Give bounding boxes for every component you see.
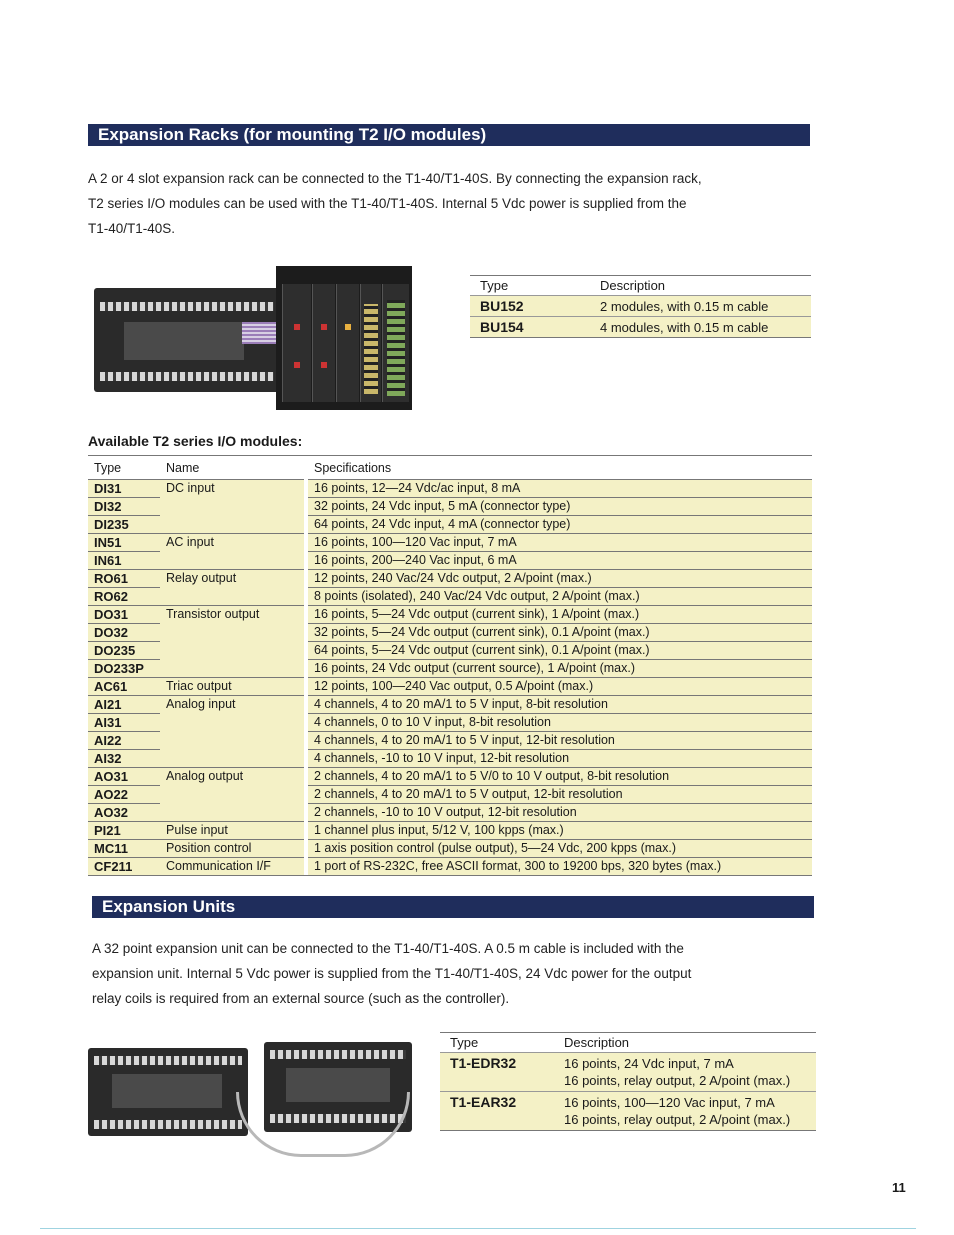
type-cell: PI21	[88, 822, 160, 840]
table-row	[88, 678, 812, 696]
type-cell: MC11	[88, 840, 160, 858]
name-cell	[160, 786, 304, 804]
name-cell: Analog input	[160, 696, 304, 714]
table-row	[88, 732, 812, 750]
table-row	[88, 516, 812, 534]
type-cell: AI22	[88, 732, 160, 750]
specification-cell: 32 points, 5—24 Vdc output (current sink), 0.1 A/point (max.)	[308, 624, 812, 642]
table-row	[88, 804, 812, 822]
type-cell: AI21	[88, 696, 160, 714]
table-header-row	[440, 1033, 816, 1053]
name-cell: Relay output	[160, 570, 304, 588]
table-row	[88, 786, 812, 804]
name-cell: Position control	[160, 840, 304, 858]
table-row	[88, 858, 812, 876]
specification-cell: 16 points, 5—24 Vdc output (current sink), 1 A/point (max.)	[308, 606, 812, 624]
units-paragraph	[92, 936, 822, 1011]
type-cell: BU154	[470, 317, 590, 338]
table-row	[88, 750, 812, 768]
table-row	[88, 642, 812, 660]
racks-section-title: Expansion Racks (for mounting T2 I/O modules)	[88, 124, 810, 146]
type-cell: DO233P	[88, 660, 160, 678]
type-cell: AI32	[88, 750, 160, 768]
name-cell	[160, 642, 304, 660]
specification-cell: 8 points (isolated), 240 Vac/24 Vdc output, 2 A/point (max.)	[308, 588, 812, 606]
specifications-header: Specifications	[308, 456, 812, 480]
connection-cable-image	[236, 1092, 410, 1157]
type-cell: IN51	[88, 534, 160, 552]
name-cell	[160, 552, 304, 570]
specification-cell: 2 channels, 4 to 20 mA/1 to 5 V/0 to 10 V output, 8-bit resolution	[308, 768, 812, 786]
units-type-table	[440, 1032, 816, 1131]
table-row	[88, 552, 812, 570]
name-cell: AC input	[160, 534, 304, 552]
name-cell	[160, 516, 304, 534]
table-row	[88, 498, 812, 516]
name-cell	[160, 660, 304, 678]
type-cell: DI32	[88, 498, 160, 516]
table-row	[440, 1092, 816, 1131]
racks-paragraph-line: T2 series I/O modules can be used with the T1-40/T1-40S. Internal 5 Vdc power is supplied from the	[88, 196, 687, 211]
specification-cell: 2 channels, 4 to 20 mA/1 to 5 V output, 12-bit resolution	[308, 786, 812, 804]
description-line: 16 points, 100—120 Vac input, 7 mA	[564, 1095, 775, 1110]
table-row	[470, 296, 811, 317]
description-header: Description	[554, 1033, 816, 1053]
t1-controller-image	[88, 1048, 248, 1136]
name-cell	[160, 498, 304, 516]
specification-cell: 12 points, 100—240 Vac output, 0.5 A/point (max.)	[308, 678, 812, 696]
name-cell	[160, 750, 304, 768]
table-row	[88, 480, 812, 498]
type-cell: DO32	[88, 624, 160, 642]
specification-cell: 12 points, 240 Vac/24 Vdc output, 2 A/point (max.)	[308, 570, 812, 588]
description-line: 16 points, relay output, 2 A/point (max.)	[564, 1112, 791, 1127]
table-row	[88, 840, 812, 858]
specification-cell: 16 points, 12—24 Vdc/ac input, 8 mA	[308, 480, 812, 498]
units-product-photo	[86, 1036, 426, 1166]
type-cell: BU152	[470, 296, 590, 317]
specification-cell: 4 channels, -10 to 10 V input, 12-bit resolution	[308, 750, 812, 768]
table-row	[88, 570, 812, 588]
modules-table	[88, 455, 812, 876]
specification-cell: 1 axis position control (pulse output), 5—24 Vdc, 200 kpps (max.)	[308, 840, 812, 858]
specification-cell: 16 points, 100—120 Vac input, 7 mA	[308, 534, 812, 552]
type-cell: DO235	[88, 642, 160, 660]
description-line: 16 points, 24 Vdc input, 7 mA	[564, 1056, 734, 1071]
type-cell: AO32	[88, 804, 160, 822]
table-row	[88, 822, 812, 840]
type-header: Type	[88, 456, 160, 480]
table-row	[88, 534, 812, 552]
specification-cell: 1 port of RS-232C, free ASCII format, 300 to 19200 bps, 320 bytes (max.)	[308, 858, 812, 876]
name-cell: Pulse input	[160, 822, 304, 840]
racks-paragraph-line: A 2 or 4 slot expansion rack can be connected to the T1-40/T1-40S. By connecting the expansion rack,	[88, 171, 702, 186]
type-header: Type	[470, 276, 590, 296]
description-header: Description	[590, 276, 811, 296]
units-section-title: Expansion Units	[92, 896, 814, 918]
units-paragraph-line: relay coils is required from an external source (such as the controller).	[92, 991, 510, 1006]
units-paragraph-line: expansion unit. Internal 5 Vdc power is supplied from the T1-40/T1-40S, 24 Vdc power for the output	[92, 966, 692, 981]
type-cell: AO22	[88, 786, 160, 804]
table-row	[88, 606, 812, 624]
table-row	[88, 660, 812, 678]
specification-cell: 64 points, 24 Vdc input, 4 mA (connector type)	[308, 516, 812, 534]
type-cell: DI235	[88, 516, 160, 534]
type-cell: T1-EDR32	[440, 1053, 554, 1092]
modules-table-title: Available T2 series I/O modules:	[88, 433, 303, 449]
type-cell: AC61	[88, 678, 160, 696]
table-row	[440, 1053, 816, 1092]
expansion-rack-image	[276, 266, 412, 410]
racks-paragraph	[88, 166, 818, 241]
specification-cell: 1 channel plus input, 5/12 V, 100 kpps (max.)	[308, 822, 812, 840]
table-row	[88, 714, 812, 732]
name-header: Name	[160, 456, 304, 480]
specification-cell: 64 points, 5—24 Vdc output (current sink), 0.1 A/point (max.)	[308, 642, 812, 660]
description-cell	[554, 1053, 816, 1092]
type-cell: AI31	[88, 714, 160, 732]
name-cell	[160, 732, 304, 750]
footer-divider	[40, 1228, 916, 1229]
name-cell: DC input	[160, 480, 304, 498]
name-cell	[160, 804, 304, 822]
racks-paragraph-line: T1-40/T1-40S.	[88, 221, 176, 236]
name-cell	[160, 588, 304, 606]
rack-product-photo	[92, 262, 442, 412]
table-header-row	[470, 276, 811, 296]
type-cell: RO61	[88, 570, 160, 588]
type-cell: DI31	[88, 480, 160, 498]
name-cell: Analog output	[160, 768, 304, 786]
specification-cell: 16 points, 24 Vdc output (current source), 1 A/point (max.)	[308, 660, 812, 678]
description-cell	[554, 1092, 816, 1131]
type-cell: AO31	[88, 768, 160, 786]
type-cell: T1-EAR32	[440, 1092, 554, 1131]
specification-cell: 32 points, 24 Vdc input, 5 mA (connector type)	[308, 498, 812, 516]
description-line: 16 points, relay output, 2 A/point (max.)	[564, 1073, 791, 1088]
name-cell: Communication I/F	[160, 858, 304, 876]
type-header: Type	[440, 1033, 554, 1053]
units-paragraph-line: A 32 point expansion unit can be connected to the T1-40/T1-40S. A 0.5 m cable is included with the	[92, 941, 684, 956]
name-cell	[160, 624, 304, 642]
table-row	[88, 588, 812, 606]
description-cell: 2 modules, with 0.15 m cable	[590, 296, 811, 317]
page-number: 11	[892, 1180, 906, 1195]
racks-type-table	[470, 275, 811, 338]
name-cell: Transistor output	[160, 606, 304, 624]
specification-cell: 4 channels, 0 to 10 V input, 8-bit resolution	[308, 714, 812, 732]
specification-cell: 16 points, 200—240 Vac input, 6 mA	[308, 552, 812, 570]
type-cell: DO31	[88, 606, 160, 624]
table-header-row	[88, 456, 812, 480]
description-cell: 4 modules, with 0.15 m cable	[590, 317, 811, 338]
specification-cell: 4 channels, 4 to 20 mA/1 to 5 V input, 8-bit resolution	[308, 696, 812, 714]
type-cell: RO62	[88, 588, 160, 606]
table-row	[88, 624, 812, 642]
table-row	[88, 696, 812, 714]
table-row	[470, 317, 811, 338]
specification-cell: 2 channels, -10 to 10 V output, 12-bit resolution	[308, 804, 812, 822]
specification-cell: 4 channels, 4 to 20 mA/1 to 5 V input, 12-bit resolution	[308, 732, 812, 750]
name-cell: Triac output	[160, 678, 304, 696]
type-cell: IN61	[88, 552, 160, 570]
type-cell: CF211	[88, 858, 160, 876]
name-cell	[160, 714, 304, 732]
table-row	[88, 768, 812, 786]
